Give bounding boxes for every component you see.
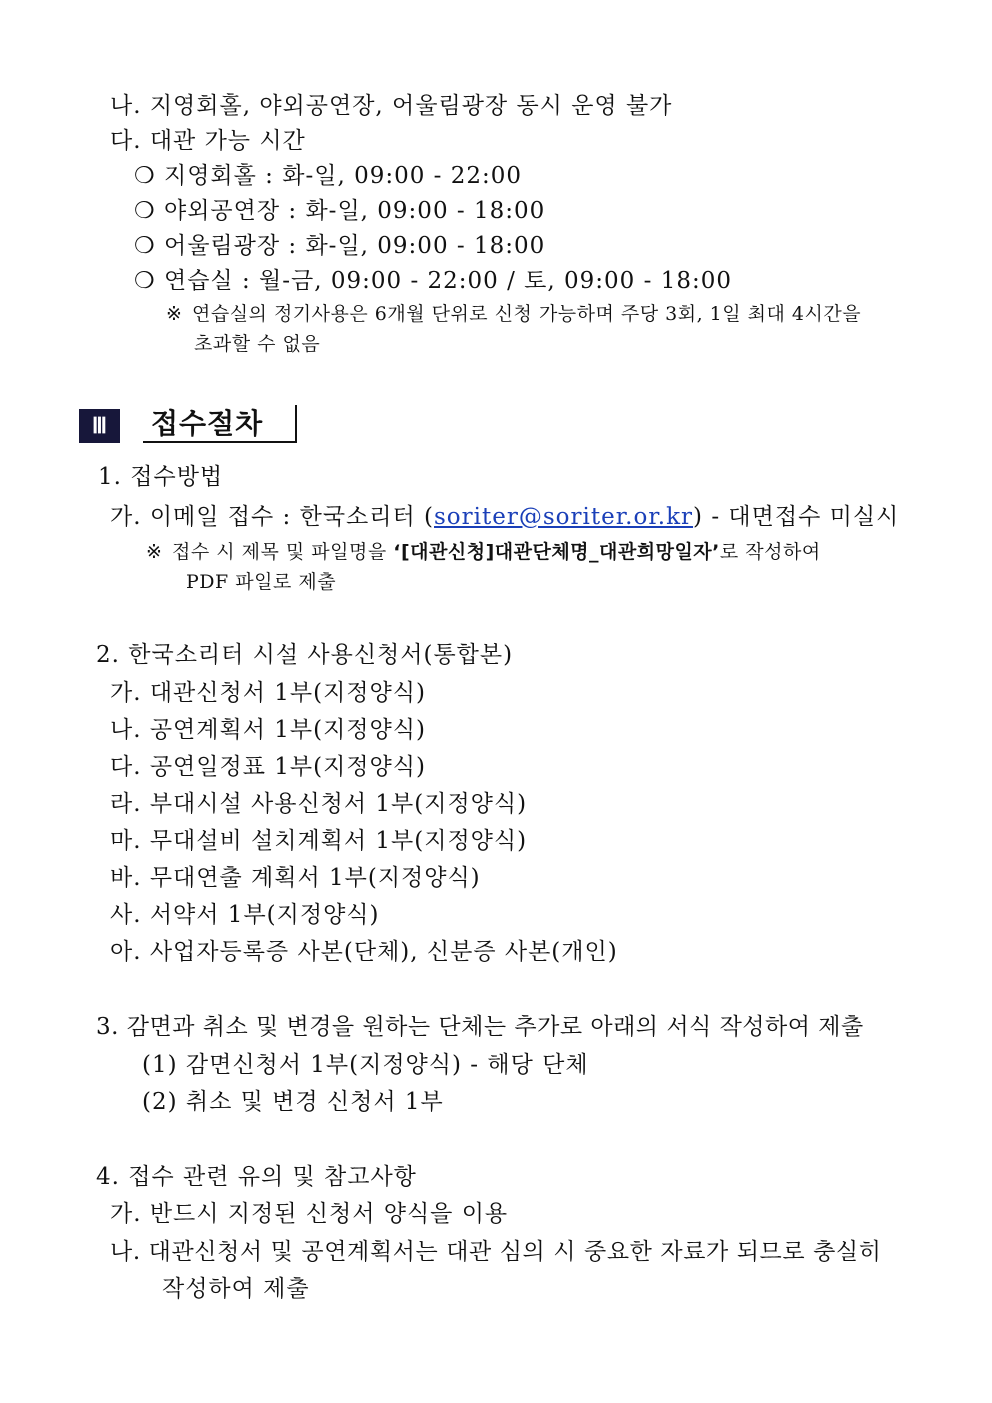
circle-bullet-icon: ❍: [134, 198, 156, 224]
form-item: 사. 서약서 1부(지정양식): [110, 902, 380, 928]
filename-note-cont: PDF 파일로 제출: [186, 571, 337, 593]
email-submission-line: [110, 503, 899, 531]
forms-heading: 2. 한국소리터 시설 사용신청서(통합본): [96, 642, 514, 668]
circle-bullet-icon: ❍: [134, 268, 156, 294]
note-text: 로 작성하여: [719, 541, 821, 563]
hours-text: 지영회홀 : 화-일, 09:00 - 22:00: [164, 163, 523, 189]
filename-note: [146, 539, 821, 565]
hours-item: [134, 162, 522, 190]
email-link[interactable]: soriter@soriter.or.kr: [434, 504, 694, 530]
circle-bullet-icon: ❍: [134, 163, 156, 189]
form-item: 아. 사업자등록증 사본(단체), 신분증 사본(개인): [110, 939, 618, 965]
practice-room-note-cont: 초과할 수 없음: [194, 333, 321, 355]
extra-item: (2) 취소 및 변경 신청서 1부: [142, 1089, 444, 1115]
section-title: 접수절차: [143, 405, 297, 443]
hours-text: 연습실 : 월-금, 09:00 - 22:00 / 토, 09:00 - 18:00: [164, 268, 732, 294]
email-prefix: 가. 이메일 접수 : 한국소리터 (: [110, 504, 434, 530]
notes-heading: 4. 접수 관련 유의 및 참고사항: [96, 1164, 417, 1190]
note-text: 접수 시 제목 및 파일명을: [172, 541, 394, 563]
form-item: 라. 부대시설 사용신청서 1부(지정양식): [110, 791, 528, 817]
hours-item: [134, 267, 732, 295]
note-mark-icon: ※: [146, 541, 163, 563]
email-suffix: ) - 대면접수 미실시: [693, 504, 900, 530]
section-number-badge: Ⅲ: [79, 409, 120, 443]
notes-item: 나. 대관신청서 및 공연계획서는 대관 심의 시 중요한 자료가 되므로 충실히: [110, 1239, 882, 1265]
hours-item: [134, 232, 545, 260]
note-text: 연습실의 정기사용은 6개월 단위로 신청 가능하며 주당 3회, 1일 최대 4시간을: [192, 303, 862, 325]
hours-text: 어울림광장 : 화-일, 09:00 - 18:00: [164, 233, 546, 259]
filename-format: ‘[대관신청]대관단체명_대관희망일자’: [393, 541, 720, 563]
hours-item: [134, 197, 545, 225]
extra-heading: 3. 감면과 취소 및 변경을 원하는 단체는 추가로 아래의 서식 작성하여 제출: [96, 1014, 864, 1040]
notes-item-cont: 작성하여 제출: [162, 1276, 310, 1302]
form-item: 바. 무대연출 계획서 1부(지정양식): [110, 865, 481, 891]
item-na-operation: 나. 지영회홀, 야외공연장, 어울림광장 동시 운영 불가: [110, 93, 673, 119]
method-heading: 1. 접수방법: [98, 464, 224, 490]
practice-room-note: [166, 301, 861, 327]
extra-item: (1) 감면신청서 1부(지정양식) - 해당 단체: [142, 1052, 589, 1078]
form-item: 다. 공연일정표 1부(지정양식): [110, 754, 426, 780]
item-da-hours-heading: 다. 대관 가능 시간: [110, 128, 306, 154]
hours-text: 야외공연장 : 화-일, 09:00 - 18:00: [164, 198, 546, 224]
form-item: 나. 공연계획서 1부(지정양식): [110, 717, 426, 743]
form-item: 가. 대관신청서 1부(지정양식): [110, 680, 426, 706]
notes-item: 가. 반드시 지정된 신청서 양식을 이용: [110, 1201, 509, 1227]
form-item: 마. 무대설비 설치계획서 1부(지정양식): [110, 828, 528, 854]
note-mark-icon: ※: [166, 303, 183, 325]
circle-bullet-icon: ❍: [134, 233, 156, 259]
